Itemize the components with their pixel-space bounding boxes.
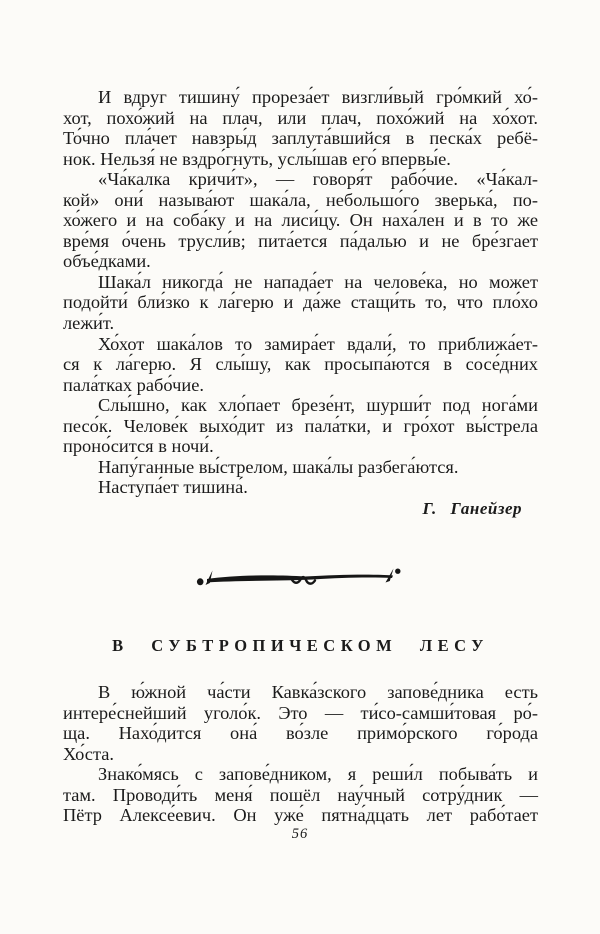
paragraph-line: подойти́ бли́зко к ла́герю и да́же стащи́ть то, что пло́хо	[63, 292, 538, 313]
paragraph-line: ща. Нахо́дится она́ во́зле примо́рского го́рода	[63, 723, 538, 744]
paragraph-line: И вдруг тишину́ прореза́ет визгли́вый гро́мкий хо́-	[98, 87, 538, 107]
chapter-title: В СУБТРОПИЧЕСКОМ ЛЕСУ	[112, 636, 489, 656]
chapter-body	[63, 682, 538, 826]
paragraph-line: лежи́т.	[63, 313, 115, 334]
paragraph-line: интере́снейший уголо́к. Это — ти́со-самши́товая ро́-	[63, 702, 538, 723]
paragraph-line: Хо́ста.	[63, 743, 114, 764]
paragraph-line: То́чно пла́чет навзры́д заплута́вшийся в песка́х ребё-	[63, 128, 538, 149]
paragraph	[63, 169, 538, 272]
paragraph	[63, 87, 538, 169]
author-signature: Г. Ганейзер	[422, 498, 522, 518]
paragraph-line: объе́дками.	[63, 251, 151, 272]
paragraph-line: там. Проводи́ть меня́ пошёл нау́чный сотру́дник —	[63, 784, 538, 805]
paragraph-line: Пётр Алексе́евич. Он уже́ пятна́дцать лет рабо́тает	[63, 805, 538, 826]
paragraph-line: Знако́мясь с запове́дником, я реши́л побыва́ть и	[98, 764, 538, 785]
paragraph	[63, 682, 538, 764]
paragraph	[63, 457, 538, 478]
paragraph	[63, 477, 538, 498]
paragraph	[63, 764, 538, 826]
paragraph-line: Шака́л никогда́ не напада́ет на челове́ка, но может	[98, 271, 538, 292]
paragraph	[63, 272, 538, 334]
paragraph-line: нок. Нельзя́ не вздро́гнуть, услы́шав его́ впервы́е.	[63, 148, 451, 169]
paragraph-line: Хо́хот шака́лов то замира́ет вдали́, то приближа́ет-	[98, 333, 538, 354]
paragraph-line: В ю́жной ча́сти Кавка́зского запове́дника есть	[98, 682, 538, 703]
paragraph-line: вре́мя о́чень трусли́в; пита́ется па́далью и не бре́згает	[63, 230, 538, 251]
text-block	[63, 87, 538, 826]
paragraph	[63, 395, 538, 457]
paragraph-line: пала́тках рабо́чие.	[63, 374, 204, 395]
paragraph-line: хот, похо́жий на плач, или плач, похо́жий на хо́хот.	[63, 107, 538, 128]
paragraph-line: кой» они́ называ́ют шака́ла, небольшо́го зверька́, по-	[63, 189, 538, 210]
paragraph-line: песо́к. Челове́к выхо́дит из пала́тки, и гро́хот вы́стрела	[63, 415, 538, 436]
paragraph-line: Наступа́ет тишина́.	[98, 477, 248, 498]
paragraph-line: ся к ла́герю. Я слы́шу, как просыпа́ются в сосе́дних	[63, 354, 538, 375]
paragraph-line: проно́сится в ночи́.	[63, 436, 214, 457]
page-number: 56	[291, 826, 309, 842]
paragraph-line: хо́жего и на соба́ку и на лиси́цу. Он наха́лен и в то же	[63, 210, 538, 231]
paragraph-line: Напу́ганные вы́стрелом, шака́лы разбега́ются.	[98, 456, 459, 477]
paragraph-line: «Ча́калка кричи́т», — говоря́т рабо́чие. «Ча́кал-	[98, 169, 538, 190]
tailpiece-ornament-icon	[195, 564, 407, 590]
paragraph	[63, 334, 538, 396]
paragraph-line: Слы́шно, как хло́пает брезе́нт, шурши́т под нога́ми	[98, 395, 538, 416]
